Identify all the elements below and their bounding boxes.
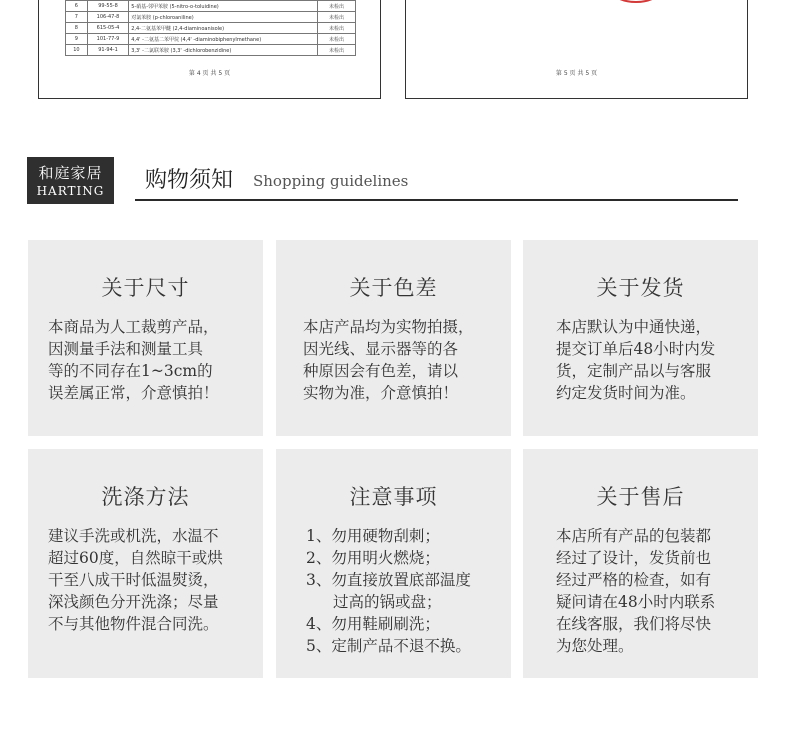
table-row: 8 615-05-4 2,4-二氨基苯甲醚 (2,4-diaminoanisole) 未检出 bbox=[66, 23, 356, 34]
table-row: 9 101-77-9 4,4' -二氨基二苯甲烷 (4,4' -diaminobiphenylmethane) 未检出 bbox=[66, 34, 356, 45]
card-shipping bbox=[523, 240, 758, 436]
seal-stamp-icon bbox=[606, 0, 666, 6]
card-title: 洗涤方法 bbox=[101, 485, 190, 509]
card-title: 关于发货 bbox=[596, 276, 685, 300]
report-page-5 bbox=[405, 0, 748, 99]
report-table bbox=[65, 0, 356, 56]
card-title: 关于色差 bbox=[349, 276, 438, 300]
card-title: 关于尺寸 bbox=[101, 276, 190, 300]
card-after-sales bbox=[523, 449, 758, 678]
card-body: 本商品为人工裁剪产品， 因测量手法和测量工具 等的不同存在1~3cm的 误差属正常，介意慎拍！ bbox=[48, 318, 219, 402]
brand-name-en: HARTING bbox=[36, 184, 105, 198]
section-title: 购物须知 bbox=[145, 168, 234, 193]
card-body: 本店默认为中通快递， 提交订单后48小时内发 货，定制产品以与客服 约定发货时间为准。 bbox=[556, 318, 716, 402]
table-row: 7 106-47-8 对氯苯胺 (p-chloroaniline) 未检出 bbox=[66, 12, 356, 23]
card-title: 关于售后 bbox=[596, 485, 685, 509]
card-color-difference bbox=[276, 240, 511, 436]
report-page-4 bbox=[38, 0, 381, 99]
card-washing bbox=[28, 449, 263, 678]
card-body: 1、勿用硬物刮刺； 2、勿用明火燃烧； 3、勿直接放置底部温度 过高的锅或盘； 4、勿用鞋刷刷洗； 5、定制产品不退不换。 bbox=[306, 527, 471, 655]
page-number: 第 5 页 共 5 页 bbox=[555, 70, 598, 77]
table-row: 6 99-55-8 5-硝基-邻甲苯胺 (5-nitro-o-toluidine) 未检出 bbox=[66, 1, 356, 12]
brand-name-cn: 和庭家居 bbox=[38, 164, 103, 182]
card-title: 注意事项 bbox=[349, 485, 438, 509]
table-row: 10 91-94-1 3,3' -二氯联苯胺 (3,3' -dichlorobenzidine) 未检出 bbox=[66, 45, 356, 56]
title-divider bbox=[135, 199, 738, 201]
card-size bbox=[28, 240, 263, 436]
card-body: 本店产品均为实物拍摄， 因光线、显示器等的各 种原因会有色差，请以 实物为准，介意慎拍！ bbox=[303, 318, 474, 402]
page-number: 第 4 页 共 5 页 bbox=[188, 70, 231, 77]
card-precautions bbox=[276, 449, 511, 678]
section-subtitle: Shopping guidelines bbox=[253, 172, 409, 190]
card-body: 建议手洗或机洗，水温不 超过60度，自然晾干或烘 干至八成干时低温熨烫， 深浅颜色分开洗涤；尽量 不与其他物件混合同洗。 bbox=[48, 527, 223, 633]
brand-logo bbox=[27, 157, 114, 204]
card-body: 本店所有产品的包装都 经过了设计，发货前也 经过严格的检查，如有 疑问请在48小时内联系 在线客服，我们将尽快 为您处理。 bbox=[556, 527, 716, 655]
